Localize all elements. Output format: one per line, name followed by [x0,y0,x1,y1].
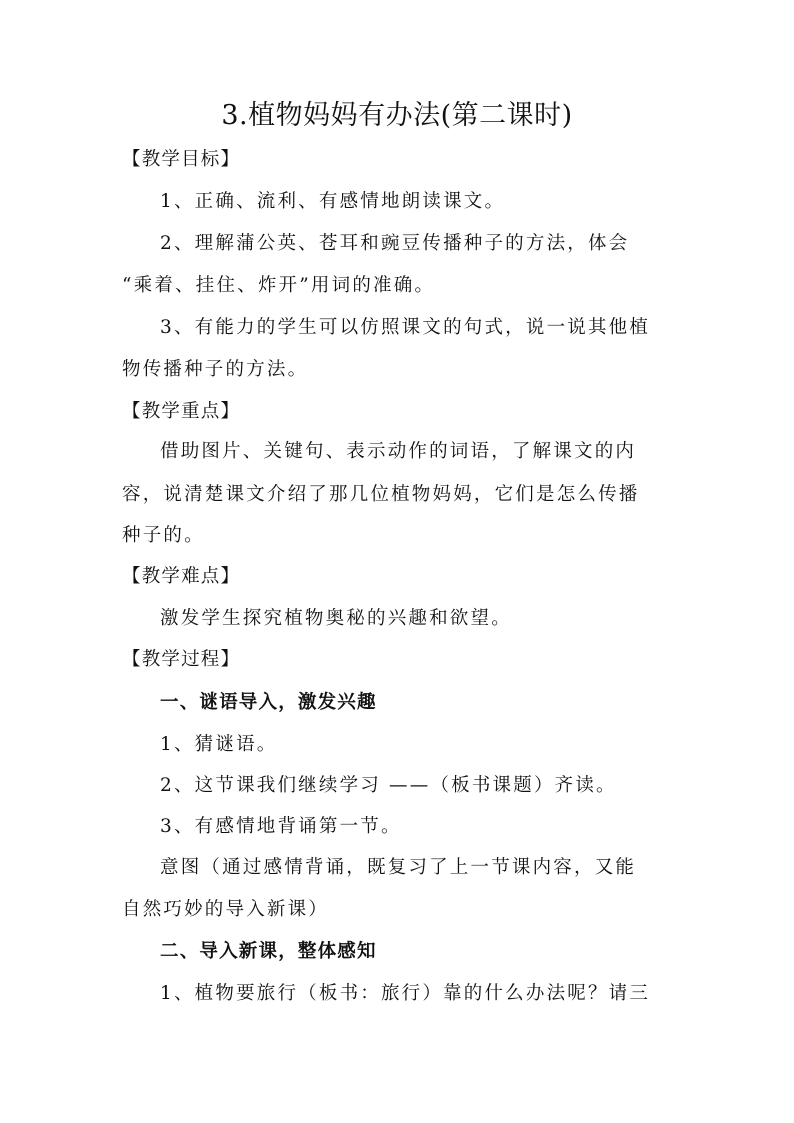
process-part-2-item-1: 1、植物要旅行（板书：旅行）靠的什么办法呢？请三 [160,983,651,1004]
section-heading-goals: 【教学目标】 [122,149,241,170]
process-part-1-intent-line-1: 意图（通过感情背诵，既复习了上一节课内容，又能 [160,857,637,878]
goal-item-2-line-2: “乘着、挂住、炸开”用词的准确。 [122,275,436,296]
section-heading-difficulties: 【教学难点】 [122,566,241,587]
goal-item-3-line-2: 物传播种子的方法。 [122,359,309,380]
goal-item-1: 1、正确、流利、有感情地朗读课文。 [160,191,506,212]
difficulties-line-1: 激发学生探究植物奥秘的兴趣和欲望。 [160,608,512,629]
process-part-1-item-3: 3、有感情地背诵第一节。 [160,816,402,837]
key-points-line-3: 种子的。 [122,525,205,546]
section-heading-key-points: 【教学重点】 [122,401,241,422]
process-part-1-title: 一、谜语导入，激发兴趣 [160,692,377,713]
document-title: 3.植物妈妈有办法(第二课时) [221,100,573,131]
key-points-line-2: 容，说清楚课文介绍了那几位植物妈妈，它们是怎么传播 [122,484,640,505]
section-heading-process: 【教学过程】 [122,649,241,670]
process-part-1-item-1: 1、猜谜语。 [160,734,278,755]
key-points-line-1: 借助图片、关键句、表示动作的词语，了解课文的内 [160,441,637,462]
process-part-2-title: 二、导入新课，整体感知 [160,941,377,962]
process-part-1-item-2: 2、这节课我们继续学习 ——（板书课题）齐读。 [160,775,617,796]
goal-item-2-line-1: 2、理解蒲公英、苍耳和豌豆传播种子的方法，体会 [160,233,630,254]
process-part-1-intent-line-2: 自然巧妙的导入新课） [122,899,330,920]
goal-item-3-line-1: 3、有能力的学生可以仿照课文的句式，说一说其他植 [160,317,651,338]
